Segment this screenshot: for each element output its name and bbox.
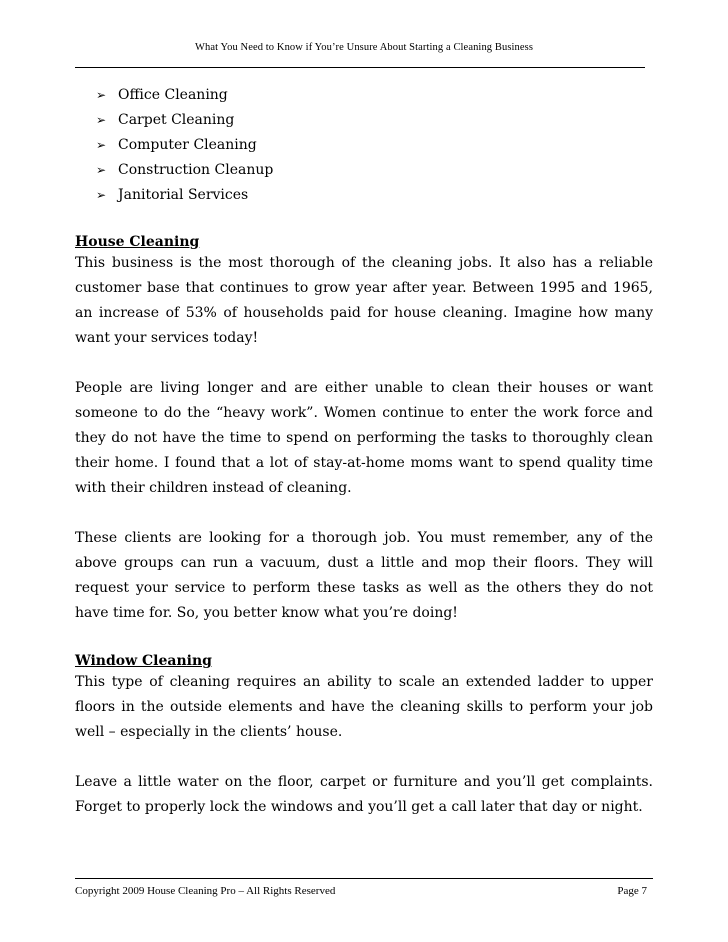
paragraph: People are living longer and are either unable to clean their houses or want someone to do the “heavy work”. Women continue to enter the work force and they do not have the time to spend on performing the tasks to thoroughly clean their home. I found that a lot of stay-at-home moms want to spend quality time with their children instead of cleaning. <box>75 380 653 496</box>
arrow-bullet-icon: ➢ <box>96 88 107 102</box>
running-header: What You Need to Know if You’re Unsure About Starting a Cleaning Business <box>194 42 534 53</box>
section-heading-house-cleaning: House Cleaning <box>75 234 200 250</box>
house-cleaning-section <box>75 234 653 651</box>
section-heading-window-cleaning: Window Cleaning <box>75 653 212 669</box>
list-item <box>96 184 273 209</box>
paragraph: This type of cleaning requires an ability to scale an extended ladder to upper floors in the outside elements and have the cleaning skills to perform your job well – especially in the clients’ house. <box>75 674 653 740</box>
paragraph: These clients are looking for a thorough job. You must remember, any of the above groups can run a vacuum, dust a little and mop their floors. They will request your service to perform these tasks as well as the others they do not have time for. So, you better know what you’re doing! <box>75 530 653 621</box>
paragraph: This business is the most thorough of the cleaning jobs. It also has a reliable customer base that continues to grow year after year. Between 1995 and 1965, an increase of 53% of households paid for house cleaning. Imagine how many want your services today! <box>75 255 653 346</box>
list-item <box>96 109 273 134</box>
paragraph: Leave a little water on the floor, carpet or furniture and you’ll get complaints. Forget to properly lock the windows and you’ll get a call later that day or night. <box>75 774 653 815</box>
footer-divider <box>75 878 653 879</box>
service-bullet-list <box>96 84 273 209</box>
arrow-bullet-icon: ➢ <box>96 138 107 152</box>
list-item <box>96 159 273 184</box>
list-item-label: Computer Cleaning <box>118 137 257 153</box>
list-item-label: Janitorial Services <box>118 187 249 203</box>
list-item <box>96 134 273 159</box>
header-divider <box>75 67 645 68</box>
list-item-label: Carpet Cleaning <box>118 112 235 128</box>
copyright-notice: Copyright 2009 House Cleaning Pro – All Rights Reserved <box>75 885 336 897</box>
window-cleaning-section <box>75 653 653 845</box>
arrow-bullet-icon: ➢ <box>96 188 107 202</box>
page-number: Page 7 <box>617 885 647 897</box>
list-item-label: Construction Cleanup <box>118 162 274 178</box>
arrow-bullet-icon: ➢ <box>96 163 107 177</box>
arrow-bullet-icon: ➢ <box>96 113 107 127</box>
list-item-label: Office Cleaning <box>118 87 228 103</box>
list-item <box>96 84 273 109</box>
